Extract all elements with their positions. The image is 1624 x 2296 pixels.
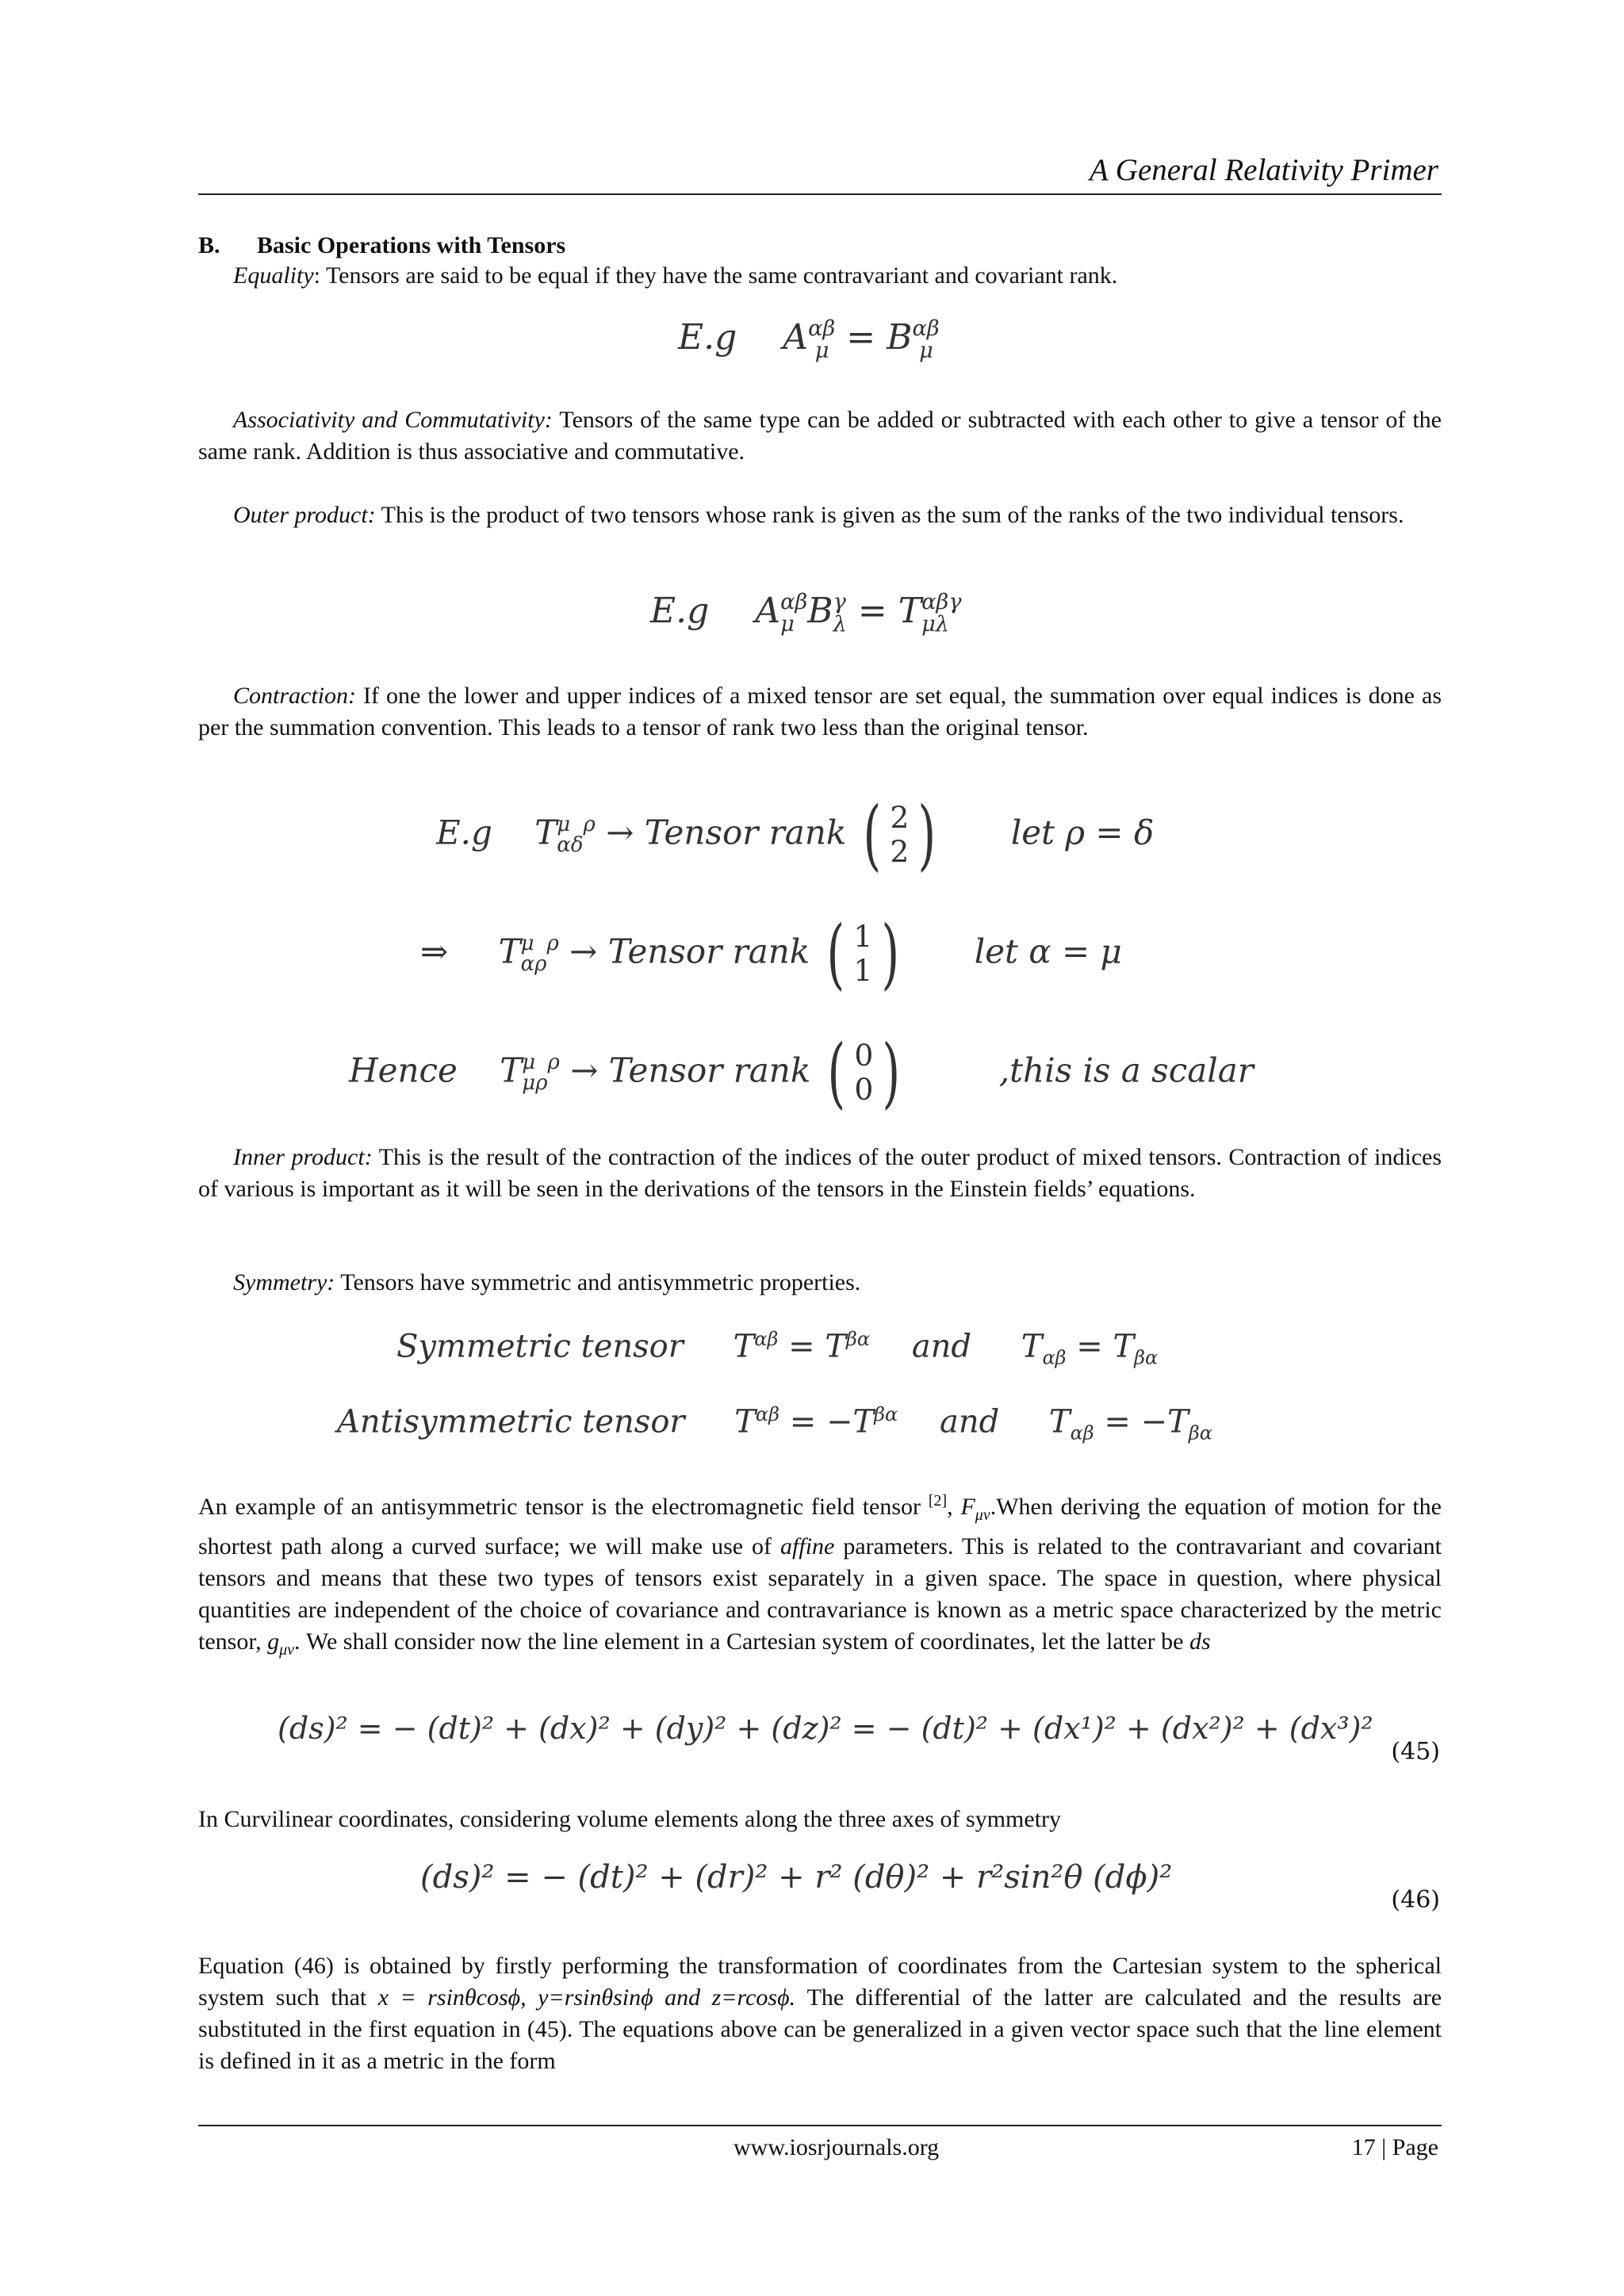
header-rule: [198, 193, 1442, 195]
metric-tensor-subscript: μν: [279, 1641, 295, 1659]
arrow-3: →: [570, 1050, 599, 1090]
eq-eg-label-2: E.g: [650, 591, 710, 631]
eq-eg-label-3: E.g: [436, 813, 492, 852]
scalar-note: ,this is a scalar: [998, 1050, 1254, 1090]
section-label: B.: [198, 232, 220, 258]
tensor-rank-1: Tensor rank: [644, 813, 847, 852]
contraction-line-3: Hence T μ μρ ρ → Tensor rank ( 0 0 ) ,this is a scalar: [349, 1027, 1254, 1117]
citation-ref: [2]: [928, 1492, 948, 1510]
equation-46: [0, 1859, 1624, 1923]
paragraph-associativity: [198, 404, 1442, 468]
term-inner-product: Inner product:: [233, 1144, 373, 1170]
implies-symbol: ⇒: [420, 932, 449, 971]
hence-label: Hence: [349, 1050, 458, 1090]
section-heading: [198, 230, 1442, 262]
paragraph-contraction: [198, 680, 1442, 744]
eq46-body: (ds)² = − (dt)² + (dr)² + r² (dθ)² + r²sin²θ (dϕ)²: [420, 1859, 1173, 1896]
equation-45: [0, 1711, 1624, 1774]
arrow-2: →: [569, 932, 598, 971]
and-1: and: [911, 1328, 972, 1365]
equation-contraction: [0, 785, 1624, 1118]
paragraph-symmetry: [198, 1267, 1442, 1299]
eq45-body: (ds)² = − (dt)² + (dx)² + (dy)² + (dz)² = − (dt)² + (dx¹)² + (dx²)² + (dx³)²: [278, 1711, 1373, 1746]
term-contraction: Contraction:: [233, 683, 356, 709]
footer-rule: [198, 2125, 1442, 2126]
inner-product-body: This is the result of the contraction of the indices of the outer product of mixed tensors. Contraction of indices of various is important as it will be seen in the derivations of the tensors in the Einstein fields’ equations.: [198, 1144, 1442, 1202]
ds-symbol: ds: [1189, 1628, 1211, 1655]
eq-eg-label: E.g: [678, 317, 737, 358]
running-header-title: A General Relativity Primer: [1089, 153, 1438, 187]
section-title: Basic Operations with Tensors: [257, 232, 566, 258]
term-equality: Equality: [233, 262, 314, 289]
paragraph-antisymmetric-example: [198, 1485, 1442, 1666]
affine-term: affine: [780, 1533, 835, 1559]
tensor-rank-2: Tensor rank: [607, 932, 810, 971]
let-alpha-mu: let α = μ: [974, 932, 1122, 971]
rank-matrix-2: ( 1 1 ): [826, 909, 900, 998]
paragraph-curvilinear: [198, 1804, 1442, 1835]
eq46-text-b: The differential of the latter are calculated and the results are substituted in the first equation in (45). The equations above can be generalized in a given vector space such that the line element is defined in it as a metric in the form: [198, 1984, 1442, 2074]
rank-matrix-3: ( 0 0 ): [827, 1027, 901, 1117]
equality-body: : Tensors are said to be equal if they have the same contravariant and covariant rank.: [313, 262, 1118, 289]
antisymmetric-line: Antisymmetric tensor $T^{\alpha\beta} = -T^{\beta\alpha}$ and $T_{\alpha\beta} = -T_{\beta\alpha}$: [337, 1403, 1212, 1445]
antisym-text-a: An example of an antisymmetric tensor is the electromagnetic field tensor: [198, 1494, 929, 1520]
equation-symmetry: [0, 1328, 1624, 1471]
coordinate-transform: x = rsinθcosϕ, y=rsinθsinϕ and z=rcosϕ.: [377, 1984, 796, 2011]
antisym-text-e: . We shall consider now the line element in a Cartesian system of coordinates, let the latter be: [294, 1628, 1189, 1655]
footer-page-number: 17 | Page: [1351, 2134, 1438, 2160]
contraction-line-1: E.g T μ αδ ρ → Tensor rank ( 2 2 ) let ρ = δ: [436, 790, 1155, 879]
curvilinear-text: In Curvilinear coordinates, considering volume elements along the three axes of symmetry: [198, 1806, 1062, 1832]
let-rho-delta: let ρ = δ: [1010, 813, 1155, 852]
rank-matrix-1: ( 2 2 ): [863, 790, 936, 879]
term-outer-product: Outer product:: [233, 502, 376, 528]
symmetric-line: Symmetric tensor $T^{\alpha\beta} = T^{\beta\alpha}$ and $T_{\alpha\beta} = T_{\beta\alpha}$: [396, 1328, 1159, 1369]
contraction-line-2: ⇒ T μ αρ ρ → Tensor rank ( 1 1 ) let α = μ: [420, 909, 1122, 998]
paragraph-outer-product: [198, 499, 1442, 531]
metric-tensor-symbol: g: [267, 1628, 280, 1655]
tensor-rank-3: Tensor rank: [608, 1050, 811, 1090]
equation-equality: E.g A αβ μ = B αβ μ: [678, 316, 940, 363]
term-symmetry: Symmetry:: [233, 1269, 335, 1295]
field-tensor-subscript: μν: [975, 1506, 990, 1524]
eq45-number: (45): [1391, 1738, 1440, 1766]
contraction-body: If one the lower and upper indices of a mixed tensor are set equal, the summation over equal indices is done as per the summation convention. This leads to a tensor of rank two less than the original tensor.: [198, 683, 1442, 740]
and-2: and: [939, 1403, 1000, 1441]
symmetry-body: Tensors have symmetric and antisymmetric properties.: [335, 1269, 861, 1295]
antisym-text-b: ,: [947, 1494, 961, 1520]
arrow-1: →: [606, 813, 634, 852]
footer-url: www.iosrjournals.org: [733, 2134, 940, 2160]
antisym-text-d: parameters. This is related to the contravariant and covariant tensors and means that these two types of tensors exist separately in a given space. The space in question, where physical quantities are independent of the choice of covariance and contravariance is known as a metric space characterized by the metric tensor,: [198, 1533, 1442, 1655]
outer-product-body: This is the product of two tensors whose rank is given as the sum of the ranks of the two individual tensors.: [375, 502, 1404, 528]
associativity-body: Tensors of the same type can be added or subtracted with each other to give a tensor of the same rank. Addition is thus associative and commutative.: [198, 407, 1442, 465]
eq46-number: (46): [1391, 1886, 1440, 1914]
field-tensor-symbol: F: [960, 1494, 975, 1520]
paragraph-equation-46: [198, 1950, 1442, 2077]
symmetric-label: Symmetric tensor: [396, 1328, 684, 1365]
paragraph-inner-product: [198, 1142, 1442, 1205]
term-associativity: Associativity and Commutativity:: [233, 407, 553, 433]
antisymmetric-label: Antisymmetric tensor: [337, 1403, 685, 1441]
eq46-text-a: Equation (46) is obtained by firstly performing the transformation of coordinates from the Cartesian system to the spherical system such that: [198, 1953, 1442, 2011]
equation-outer-product: E.g A αβ μ B γ λ = T αβγ μλ: [650, 590, 962, 637]
paragraph-equality: [198, 260, 1442, 292]
antisym-text-c: .When deriving the equation of motion for the shortest path along a curved surface; we will make use of: [198, 1494, 1442, 1559]
